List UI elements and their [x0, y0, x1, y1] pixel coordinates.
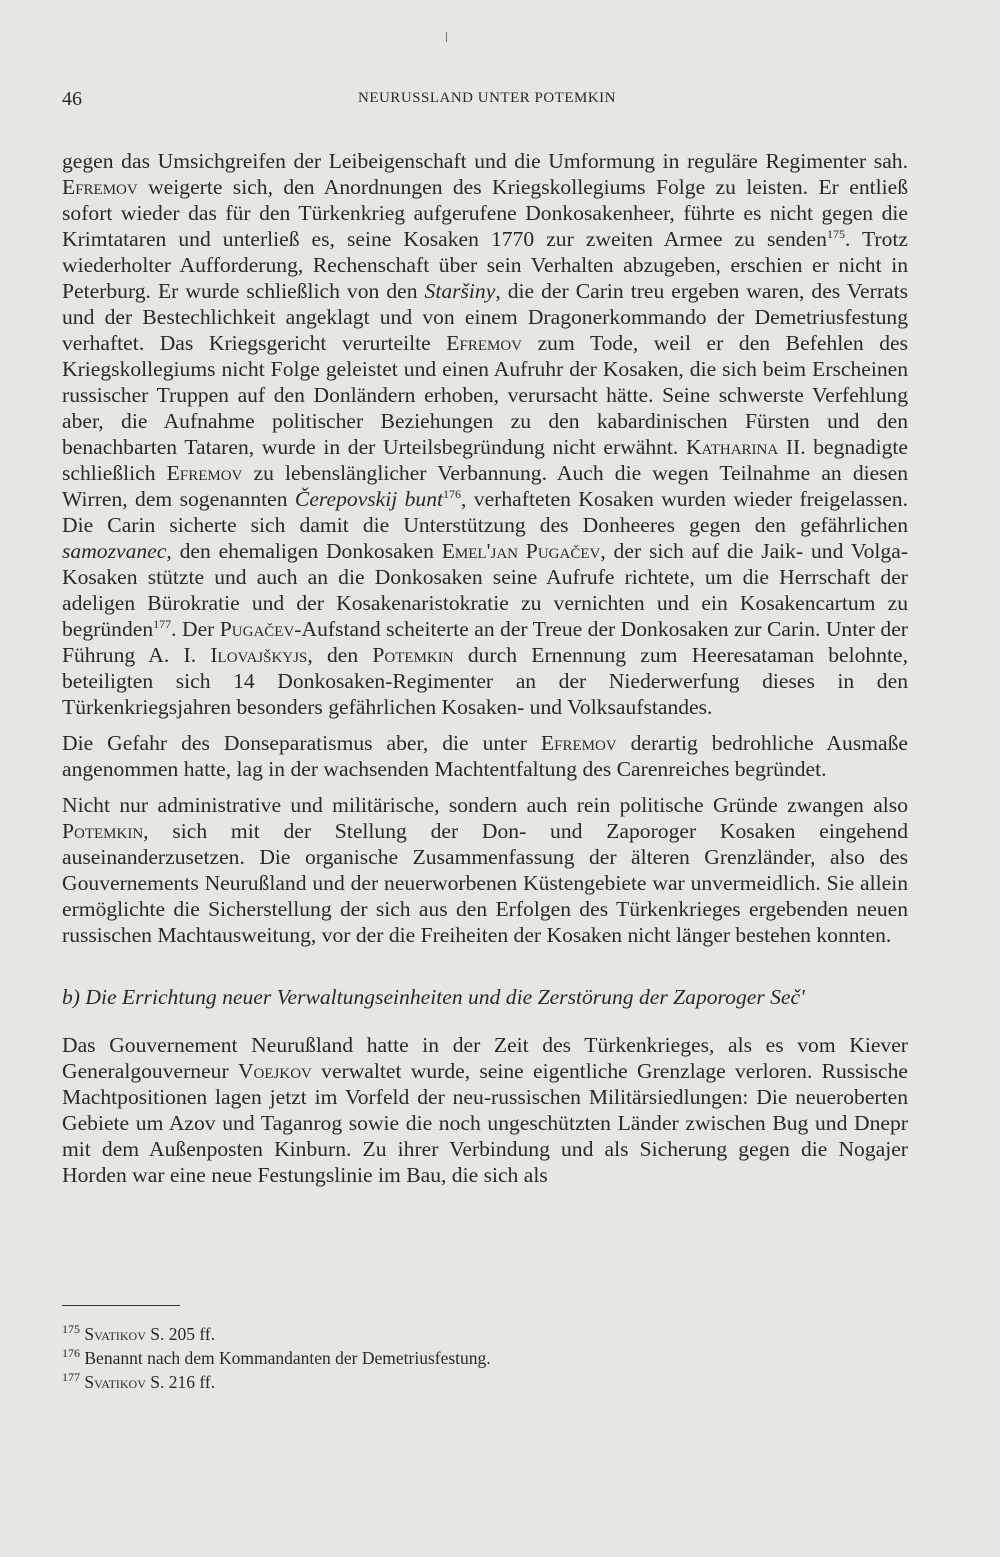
person-name: Svatikov — [84, 1372, 146, 1392]
page-number: 46 — [62, 88, 82, 110]
person-name: Potemkin — [62, 819, 144, 843]
page-header — [62, 88, 912, 118]
footnote-ref: 175 — [826, 226, 845, 241]
running-head: NEURUSSLAND UNTER POTEMKIN — [357, 90, 616, 106]
text-run: S. 216 ff. — [145, 1372, 216, 1392]
footnote — [62, 1370, 908, 1394]
person-name: Efremov — [540, 731, 617, 755]
text-run: . Trotz wiederholter Aufforderung, Rechenschaft über sein Verhalten abzugeben, erschien er nicht in Peterburg. Er wurde schließlich von den — [62, 227, 908, 303]
text-run: II. begnadigte schließlich — [62, 435, 908, 485]
person-name: Efremov — [446, 331, 522, 355]
person-name: Svatikov — [84, 1324, 146, 1344]
footnote-text — [84, 1348, 490, 1368]
text-run: verwaltet wurde, seine eigentliche Grenzlage verloren. Russische Machtpositionen lagen jetzt im Vorfeld der neu-russischen Militärsiedlungen: Die neueroberten Gebiete um Azov und Taganrog sowie die noch ungeschützten Länder zwischen Bug und Dnepr mit dem Außenposten Kinburn. Zu ihrer Verbindung und als Sicherung gegen die Nogajer Horden war eine neue Festungslinie im Bau, die sich als — [62, 1059, 908, 1187]
page-mark — [446, 32, 447, 42]
text-run: gegen das Umsichgreifen der Leibeigenschaft und die Umformung in reguläre Regimenter sah. — [62, 149, 908, 173]
text-run: S. 205 ff. — [145, 1324, 216, 1344]
person-name: Emel'jan Pugačev — [441, 539, 601, 563]
footnote — [62, 1322, 908, 1346]
person-name: Pugačev — [219, 617, 295, 641]
text-run: , verhafteten Kosaken wurden wieder freigelassen. Die Carin sicherte sich damit die Unterstützung des Donheeres gegen den gefährlichen — [62, 487, 908, 537]
person-name: Efremov — [166, 461, 243, 485]
footnote-ref: 176 — [443, 486, 462, 501]
text-run: , sich mit der Stellung der Don- und Zaporoger Kosaken eingehend auseinanderzusetzen. Die organische Zusammenfassung der älteren Grenzländer, also des Gouvernements Neurußland und der neuerworbenen Küstengebiete war unvermeidlich. Sie allein ermöglichte die Sicherstellung der sich aus den Erfolgen des Türkenkrieges ergebenden neuen russischen Machtausweitung, vor der die Freiheiten der Kosaken nicht länger bestehen konnten. — [62, 819, 908, 947]
italic-term: Čerepovskij bunt — [294, 487, 444, 511]
text-run: , der sich auf die Jaik- und Volga-Kosaken stützte und auch an die Donkosaken seine Aufrufe richtete, um die Herrschaft der adeligen Bürokratie und der Kosakenaristokratie zu vernichten und ein Kosakencartum zu begründen — [62, 539, 909, 641]
footnote-number: 176 — [62, 1346, 80, 1361]
person-name: Efremov — [62, 175, 138, 199]
footnote-ref: 177 — [153, 616, 172, 631]
person-name: Katharina — [685, 435, 779, 459]
text-run: durch Ernennung zum Heeresataman belohnte, beteiligten sich 14 Donkosaken-Regimenter an der Niederwerfung dieses in den Türkenkriegsjahren besonders gefährlichen Kosaken- und Volksaufstandes. — [62, 643, 908, 719]
text-run: zu lebenslänglicher Verbannung. Auch die wegen Teilnahme an diesen Wirren, dem sogenannten — [62, 461, 908, 511]
person-name: Ilovajškyjs — [210, 643, 308, 667]
text-run: Nicht nur administrative und militärische, sondern auch rein politische Gründe zwangen also — [62, 793, 908, 817]
text-run: zum Tode, weil er den Befehlen des Kriegskollegiums nicht Folge geleistet und einen Aufruhr der Kosaken, die sich beim Erscheinen russischer Truppen auf den Donländern erhoben, verursacht hätte. Seine schwerste Verfehlung aber, die Aufnahme politischer Beziehungen zu den kabardinischen Fürsten und den benachbarten Tataren, wurde in der Urteilsbegründung nicht erwähnt. — [62, 331, 908, 459]
footnote-text — [84, 1324, 215, 1344]
person-name: Voejkov — [237, 1059, 312, 1083]
paragraph — [62, 792, 908, 948]
paragraph — [62, 148, 908, 720]
italic-term: samozvanec, — [62, 539, 172, 563]
footnote-rule — [62, 1305, 180, 1306]
paragraph — [62, 1032, 908, 1188]
italic-term: Staršiny — [424, 279, 496, 303]
footnotes — [62, 1322, 908, 1394]
footnote-text — [84, 1372, 215, 1392]
text-run: Benannt nach dem Kommandanten der Demetriusfestung. — [84, 1348, 491, 1368]
section-heading: b) Die Errichtung neuer Verwaltungseinheiten und die Zerstörung der Zaporoger Seč' — [62, 985, 805, 1009]
text-run: , den — [307, 643, 373, 667]
text-run: den ehemaligen Donkosaken — [171, 539, 442, 563]
footnote-number: 177 — [62, 1370, 80, 1385]
footnote-number: 175 — [62, 1322, 80, 1337]
text-run: Das Gouvernement Neurußland hatte in der Zeit des Türkenkrieges, als es vom Kiever Generalgouverneur — [62, 1033, 908, 1083]
text-run: weigerte sich, den Anordnungen des Kriegskollegiums Folge zu leisten. Er entließ sofort wieder das für den Türkenkrieg aufgerufene Donkosakenheer, führte es nicht gegen die Krimtataren und unterließ es, seine Kosaken 1770 zur zweiten Armee zu senden — [62, 175, 908, 251]
paragraph — [62, 730, 908, 782]
text-run: . Der — [171, 617, 220, 641]
text-run: -Aufstand scheiterte an der Treue der Donkosaken zur Carin. Unter der Führung A. I. — [62, 617, 908, 667]
text-run: derartig bedrohliche Ausmaße angenommen hatte, lag in der wachsenden Machtentfaltung des Carenreiches begründet. — [62, 731, 908, 781]
text-run: Die Gefahr des Donseparatismus aber, die unter — [62, 731, 541, 755]
main-text — [62, 148, 908, 1198]
text-run: , die der Carin treu ergeben waren, des Verrats und der Bestechlichkeit angeklagt und von einem Dragonerkommando der Demetriusfestung verhaftet. Das Kriegsgericht verurteilte — [62, 279, 908, 355]
footnote — [62, 1346, 908, 1370]
person-name: Potemkin — [372, 643, 454, 667]
